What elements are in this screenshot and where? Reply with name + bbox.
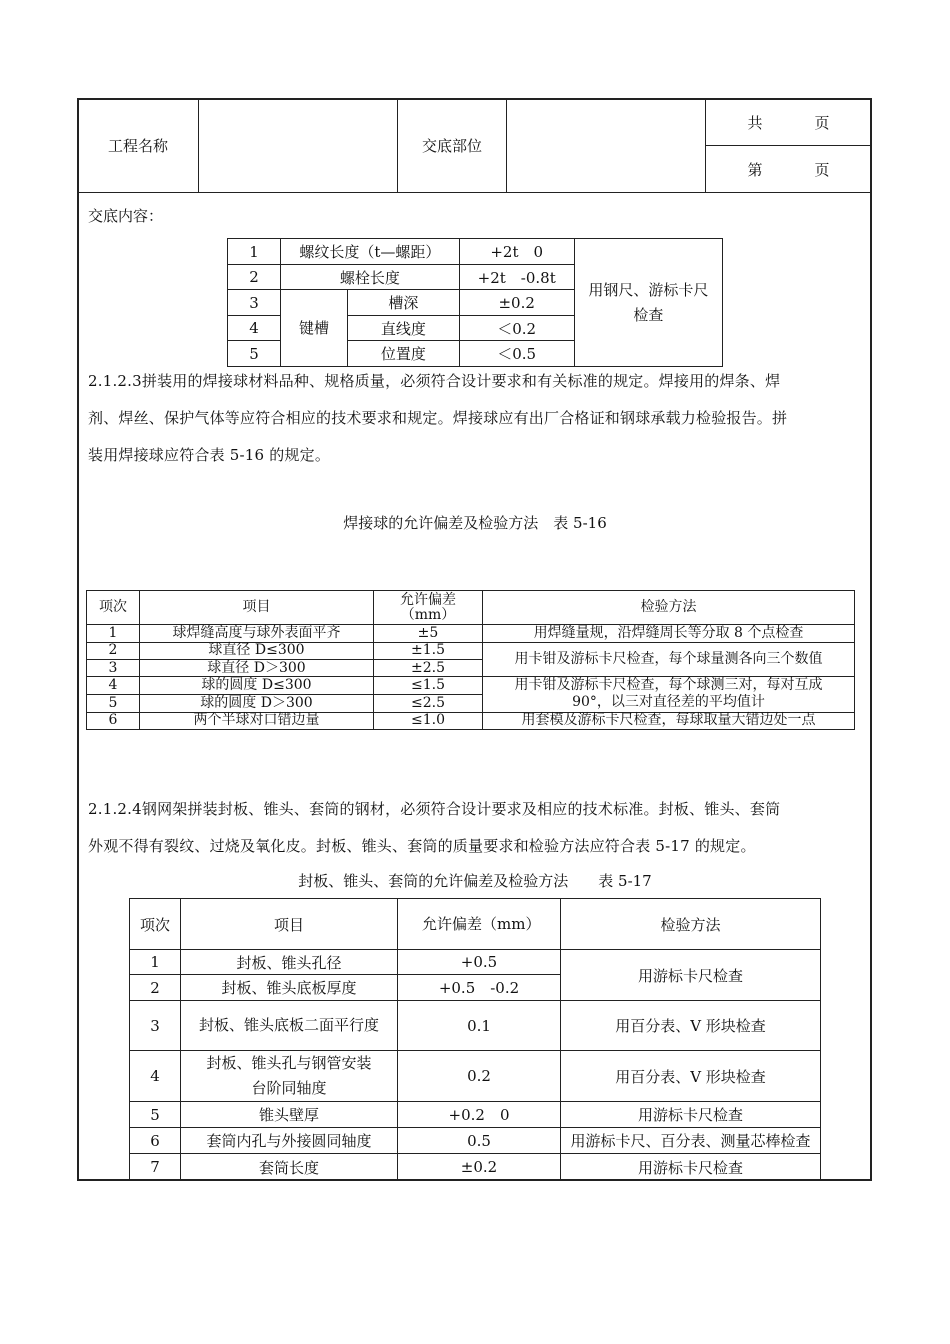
bolt-table (227, 238, 723, 367)
row-tolerance: +2t -0.8t (459, 265, 574, 290)
row-method: 用游标卡尺检查 (561, 1102, 821, 1128)
row-no: 1 (87, 625, 140, 642)
row-tolerance: +0.5 -0.2 (398, 975, 561, 1001)
content-label: 交底内容： (88, 207, 164, 225)
row-item: 位置度 (348, 341, 460, 367)
head-tolerance: 允许偏差（mm） (398, 899, 561, 950)
row-item: 套筒内孔与外接圆同轴度 (181, 1128, 398, 1154)
row-tolerance: ±0.2 (398, 1154, 561, 1181)
row-no: 2 (228, 265, 281, 290)
head-item: 项目 (140, 591, 374, 625)
row-no: 4 (87, 677, 140, 695)
project-name-label: 工程名称 (78, 99, 199, 193)
row-item: 螺栓长度 (281, 265, 460, 290)
row-tolerance: ±1.5 (374, 642, 483, 659)
row-no: 5 (228, 341, 281, 367)
para-line: 2.1.2.3拼装用的焊接球材料品种、规格质量，必须符合设计要求和有关标准的规定。焊接用的焊条、焊 (88, 372, 781, 390)
row-tolerance: ±0.2 (459, 290, 574, 316)
page-no-label: 第 (747, 160, 763, 179)
head-item: 项目 (181, 899, 398, 950)
disclosure-location-label: 交底部位 (398, 99, 507, 193)
row-tolerance: 0.1 (398, 1001, 561, 1051)
row-method: 用游标卡尺检查 (561, 950, 821, 1001)
row-no: 3 (87, 659, 140, 676)
table-517-title: 封板、锥头、套筒的允许偏差及检验方法 表 5-17 (298, 872, 652, 890)
header-table (77, 98, 872, 193)
row-item: 直线度 (348, 316, 460, 341)
row-item: 球的圆度 D≤300 (140, 677, 374, 695)
row-method: 用卡钳及游标卡尺检查，每个球量测各向三个数值 (483, 642, 855, 676)
row-item: 套筒长度 (181, 1154, 398, 1181)
row-tolerance: ≤2.5 (374, 695, 483, 712)
row-tolerance: ≤1.5 (374, 677, 483, 695)
row-item: 螺纹长度（t—螺距） (281, 239, 460, 265)
paragraph-2123 (88, 363, 787, 474)
row-no: 3 (130, 1001, 181, 1051)
row-no: 1 (228, 239, 281, 265)
row-item: 球的圆度 D＞300 (140, 695, 374, 712)
para-line: 外观不得有裂纹、过烧及氧化皮。封板、锥头、套筒的质量要求和检验方法应符合表 5-17 的规定。 (88, 837, 756, 855)
row-item: 球直径 D＞300 (140, 659, 374, 676)
row-no: 4 (228, 316, 281, 341)
row-method: 用百分表、V 形块检查 (561, 1001, 821, 1051)
row-method: 用套模及游标卡尺检查，每球取量大错边处一点 (483, 712, 855, 729)
row-tolerance: 0.5 (398, 1128, 561, 1154)
row-no: 4 (130, 1051, 181, 1102)
paragraph-2124 (88, 791, 780, 865)
row-item: 锥头壁厚 (181, 1102, 398, 1128)
row-no: 2 (87, 642, 140, 659)
para-line: 装用焊接球应符合表 5-16 的规定。 (88, 446, 331, 464)
row-item: 两个半球对口错边量 (140, 712, 374, 729)
row-item: 槽深 (348, 290, 460, 316)
row-method: 用卡钳及游标卡尺检查，每个球测三对，每对互成 90°，以三对直径差的平均值计 (483, 677, 855, 712)
row-item: 球直径 D≤300 (140, 642, 374, 659)
row-no: 1 (130, 950, 181, 975)
row-method: 用百分表、V 形块检查 (561, 1051, 821, 1102)
row-no: 3 (228, 290, 281, 316)
para-line: 剂、焊丝、保护气体等应符合相应的技术要求和规定。焊接球应有出厂合格证和钢球承载力检验报告。拼 (88, 409, 788, 427)
row-tolerance: 0.2 (398, 1051, 561, 1102)
row-no: 7 (130, 1154, 181, 1181)
row-tolerance: +0.2 0 (398, 1102, 561, 1128)
table-517 (129, 898, 821, 1181)
row-tolerance: +2t 0 (459, 239, 574, 265)
page-number-cell (706, 146, 872, 193)
row-item: 球焊缝高度与球外表面平齐 (140, 625, 374, 642)
row-no: 6 (130, 1128, 181, 1154)
row-item: 封板、锥头孔径 (181, 950, 398, 975)
para-line: 2.1.2.4钢网架拼装封板、锥头、套筒的钢材，必须符合设计要求及相应的技术标准。封板、锥头、套筒 (88, 800, 781, 818)
row-no: 2 (130, 975, 181, 1001)
head-no: 项次 (87, 591, 140, 625)
table-516-title: 焊接球的允许偏差及检验方法 表 5-16 (343, 514, 607, 532)
bolt-method: 用钢尺、游标卡尺检查 (574, 239, 722, 367)
head-method: 检验方法 (483, 591, 855, 625)
page-unit: 页 (814, 160, 830, 179)
table-516 (86, 590, 855, 730)
total-label: 共 (747, 113, 763, 132)
row-method: 用焊缝量规，沿焊缝周长等分取 8 个点检查 (483, 625, 855, 642)
total-pages-cell (706, 99, 872, 146)
disclosure-location-value (507, 99, 706, 193)
row-no: 5 (130, 1102, 181, 1128)
row-no: 5 (87, 695, 140, 712)
row-tolerance: ±5 (374, 625, 483, 642)
row-method: 用游标卡尺检查 (561, 1154, 821, 1181)
row-tolerance: ＜0.2 (459, 316, 574, 341)
head-no: 项次 (130, 899, 181, 950)
row-method: 用游标卡尺、百分表、测量芯棒检查 (561, 1128, 821, 1154)
row-tolerance: +0.5 (398, 950, 561, 975)
page-unit: 页 (814, 113, 830, 132)
keyslot-label: 键槽 (281, 290, 348, 367)
row-item: 封板、锥头孔与钢管安装台阶同轴度 (181, 1051, 398, 1102)
row-item: 封板、锥头底板二面平行度 (181, 1001, 398, 1051)
row-item: 封板、锥头底板厚度 (181, 975, 398, 1001)
project-name-value (199, 99, 398, 193)
row-tolerance: ＜0.5 (459, 341, 574, 367)
head-tolerance: 允许偏差（mm） (374, 591, 483, 625)
row-tolerance: ±2.5 (374, 659, 483, 676)
row-no: 6 (87, 712, 140, 729)
head-method: 检验方法 (561, 899, 821, 950)
row-tolerance: ≤1.0 (374, 712, 483, 729)
